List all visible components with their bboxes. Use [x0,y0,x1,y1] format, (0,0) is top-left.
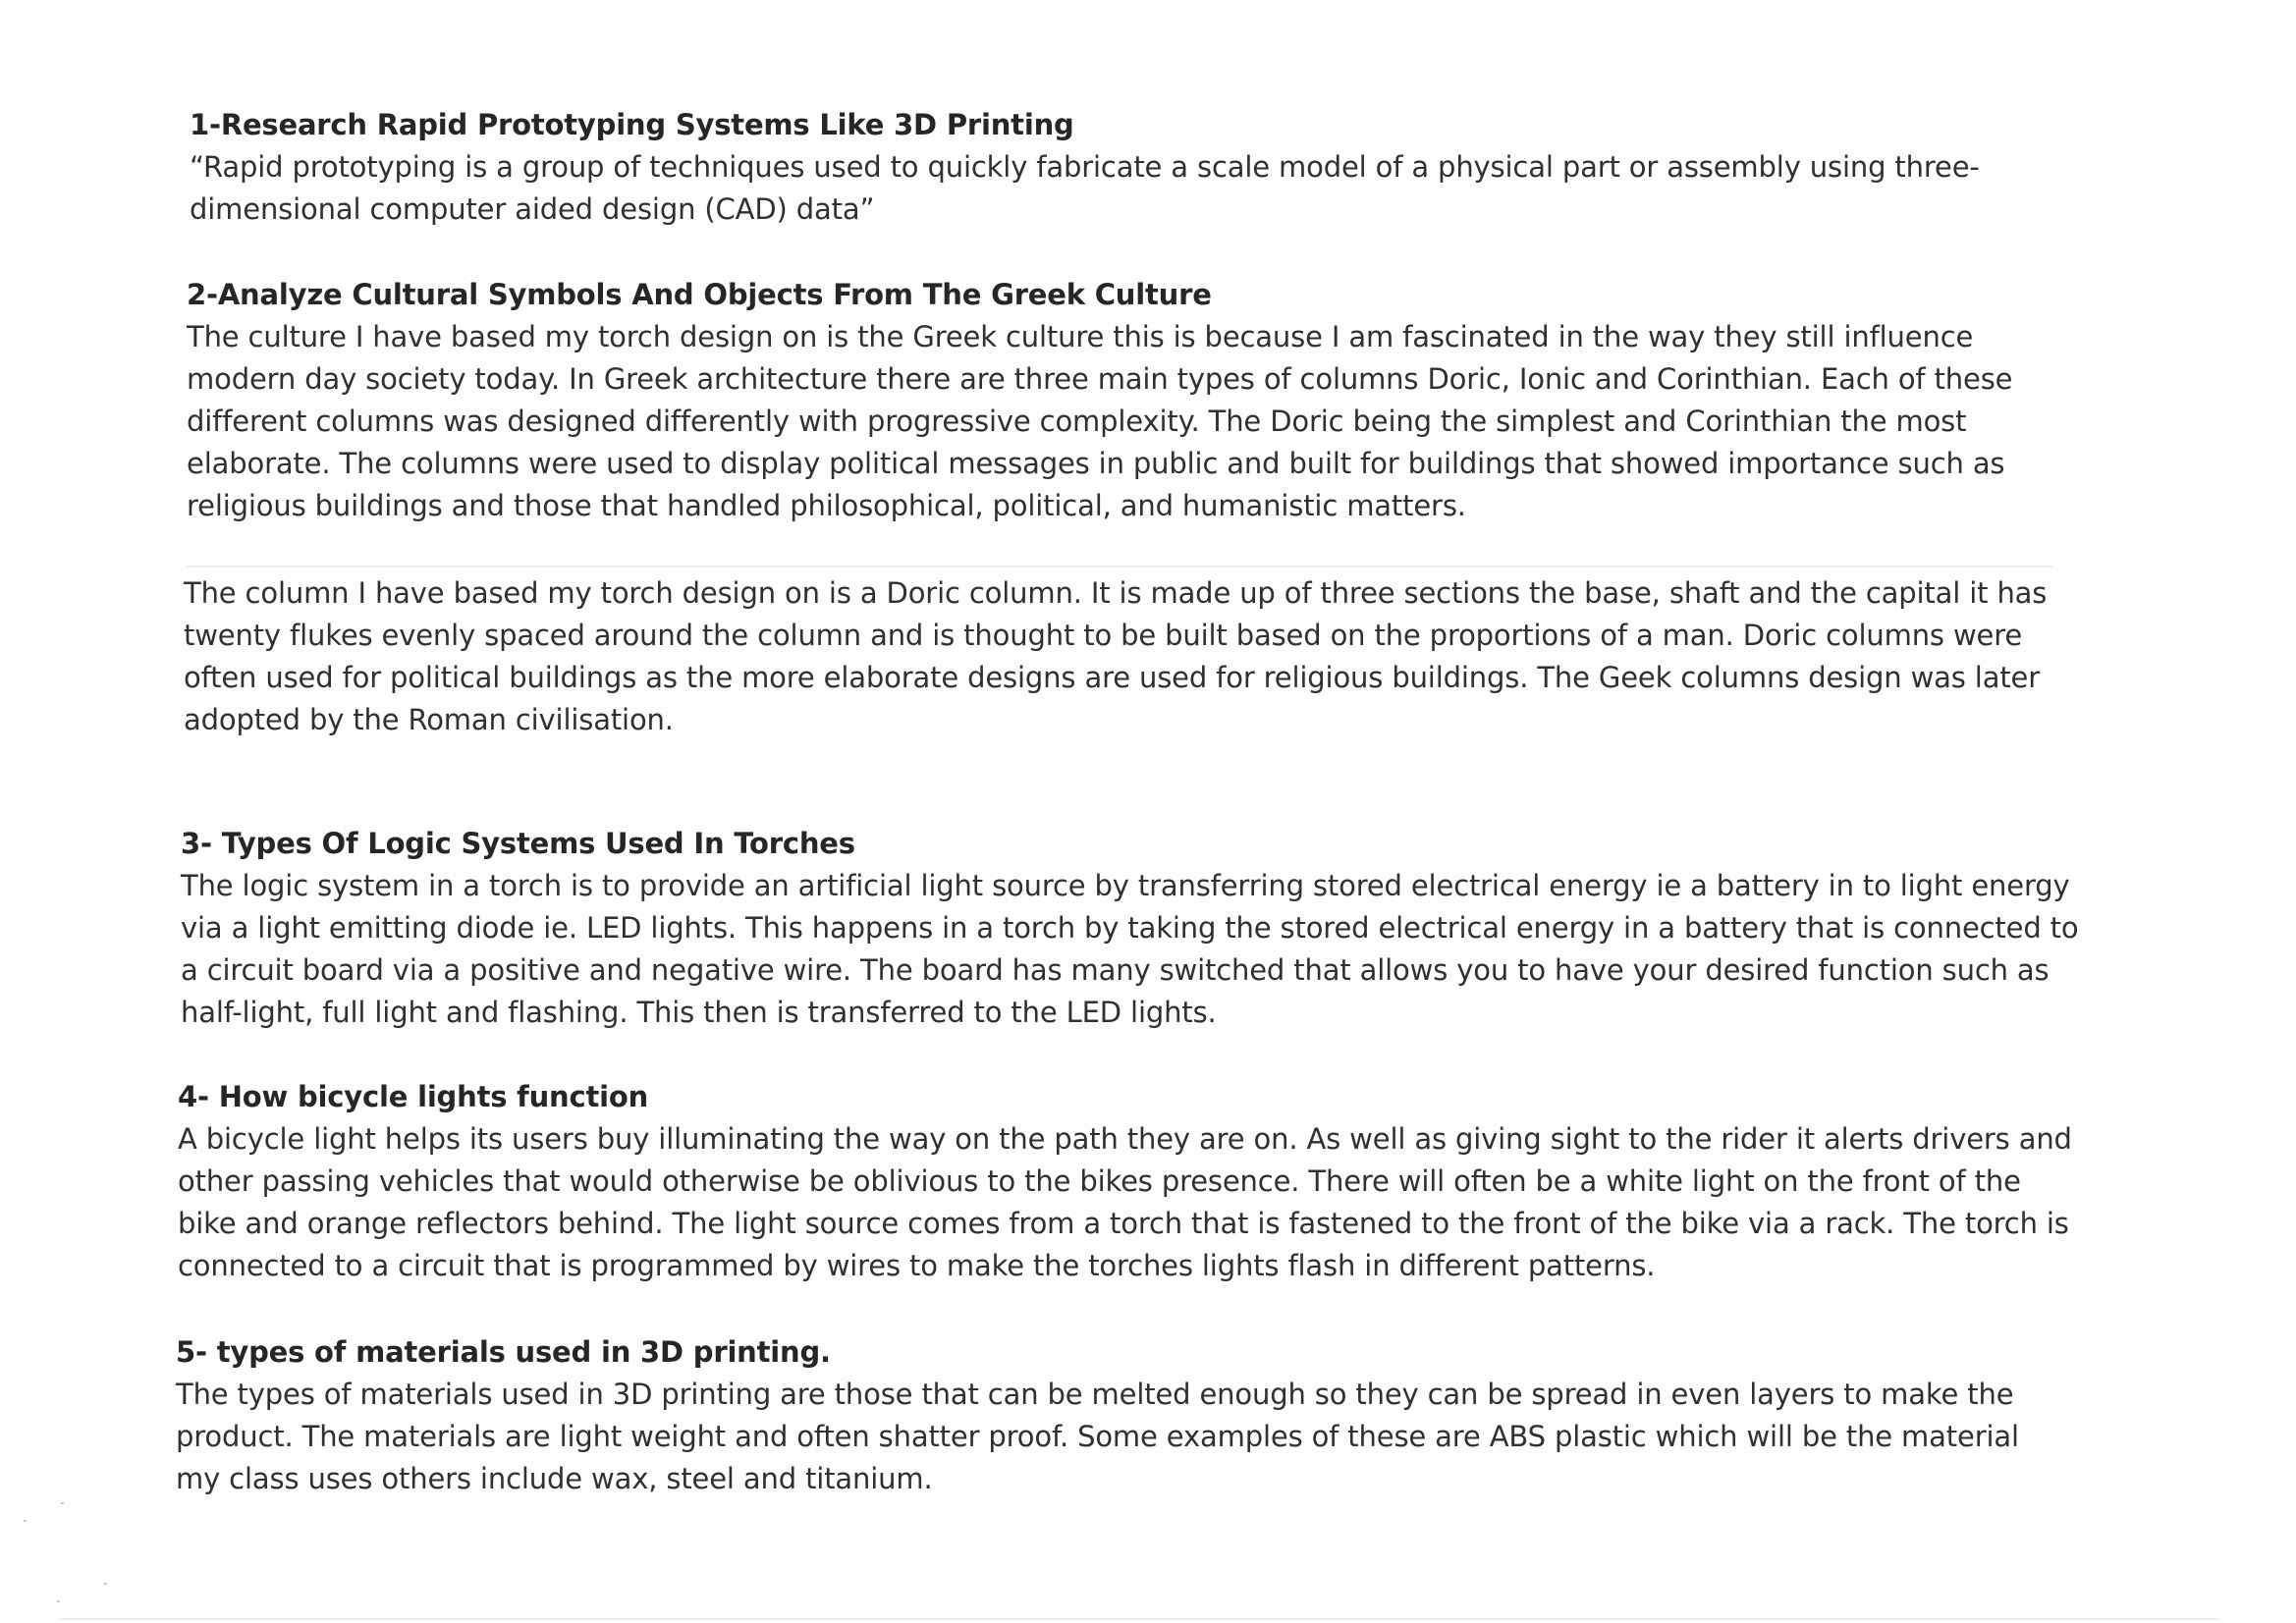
section-heading: 2-Analyze Cultural Symbols And Objects From The Greek Culture [187,278,1212,311]
paragraph-line: my class uses others include wax, steel and titanium. [176,1462,933,1495]
section-5 [176,1331,2019,1500]
section-heading: 1-Research Rapid Prototyping Systems Like 3D Printing [190,108,1074,141]
section-paragraph [181,865,2079,1034]
section-heading: 4- How bicycle lights function [178,1080,649,1113]
paragraph-line: via a light emitting diode ie. LED lights. This happens in a torch by taking the stored electrical energy in a battery that is connected to [181,911,2079,945]
paragraph-line: dimensional computer aided design (CAD) data” [190,192,875,226]
section-paragraph [178,1118,2072,1287]
paragraph-line: elaborate. The columns were used to display political messages in public and built for buildings that showed importance such as [187,447,2005,480]
paragraph-line: “Rapid prototyping is a group of techniques used to quickly fabricate a scale model of a physical part or assembly using three- [190,150,1980,184]
section-1 [190,104,1980,231]
paragraph-line: product. The materials are light weight and often shatter proof. Some examples of these are ABS plastic which will be the material [176,1420,2019,1453]
paragraph-line: half-light, full light and flashing. This then is transferred to the LED lights. [181,996,1217,1029]
paragraph-line: The column I have based my torch design on is a Doric column. It is made up of three sections the base, shaft and the capital it has [184,576,2048,610]
paragraph-line: The logic system in a torch is to provide an artificial light source by transferring stored electrical energy ie a battery in to light energy [181,869,2070,902]
paragraph-line: a circuit board via a positive and negative wire. The board has many switched that allows you to have your desired function such as [181,953,2050,987]
paragraph-line: The culture I have based my torch design on is the Greek culture this is because I am fascinated in the way they still influence [187,320,1974,353]
section-paragraph [184,572,2047,741]
paragraph-line: other passing vehicles that would otherwise be oblivious to the bikes presence. There will often be a white light on the front of the [178,1164,2021,1198]
section-paragraph [176,1374,2019,1500]
paragraph-line: twenty flukes evenly spaced around the column and is thought to be built based on the proportions of a man. Doric columns were [184,619,2023,652]
paragraph-line: different columns was designed differently with progressive complexity. The Doric being the simplest and Corinthian the most [187,405,1967,438]
paragraph-line: The types of materials used in 3D printing are those that can be melted enough so they can be spread in even layers to make the [176,1378,2014,1411]
scan-speck [24,1520,27,1522]
scan-edge [59,1618,2219,1620]
scan-speck [57,1600,60,1602]
section-2 [187,274,2012,527]
section-3 [181,823,2079,1034]
section-paragraph [190,146,1980,231]
section-2-continued [184,572,2047,741]
section-heading: 5- types of materials used in 3D printing. [176,1335,831,1369]
scan-speck [104,1583,107,1585]
paragraph-line: often used for political buildings as the more elaborate designs are used for religious buildings. The Geek columns design was later [184,661,2041,694]
paragraph-line: adopted by the Roman civilisation. [184,703,674,736]
paragraph-line: bike and orange reflectors behind. The light source comes from a torch that is fastened to the front of the bike via a rack. The torch is [178,1207,2069,1240]
paragraph-line: religious buildings and those that handled philosophical, political, and humanistic matters. [187,489,1466,522]
section-paragraph [187,316,2012,527]
paragraph-line: A bicycle light helps its users buy illuminating the way on the path they are on. As well as giving sight to the rider it alerts drivers and [178,1122,2072,1156]
paragraph-line: connected to a circuit that is programmed by wires to make the torches lights flash in different patterns. [178,1249,1656,1282]
paragraph-line: modern day society today. In Greek architecture there are three main types of columns Doric, Ionic and Corinthian. Each of these [187,362,2013,396]
scan-speck [61,1502,64,1504]
section-heading: 3- Types Of Logic Systems Used In Torches [181,827,855,860]
scan-streak [187,566,2052,568]
section-4 [178,1076,2072,1287]
